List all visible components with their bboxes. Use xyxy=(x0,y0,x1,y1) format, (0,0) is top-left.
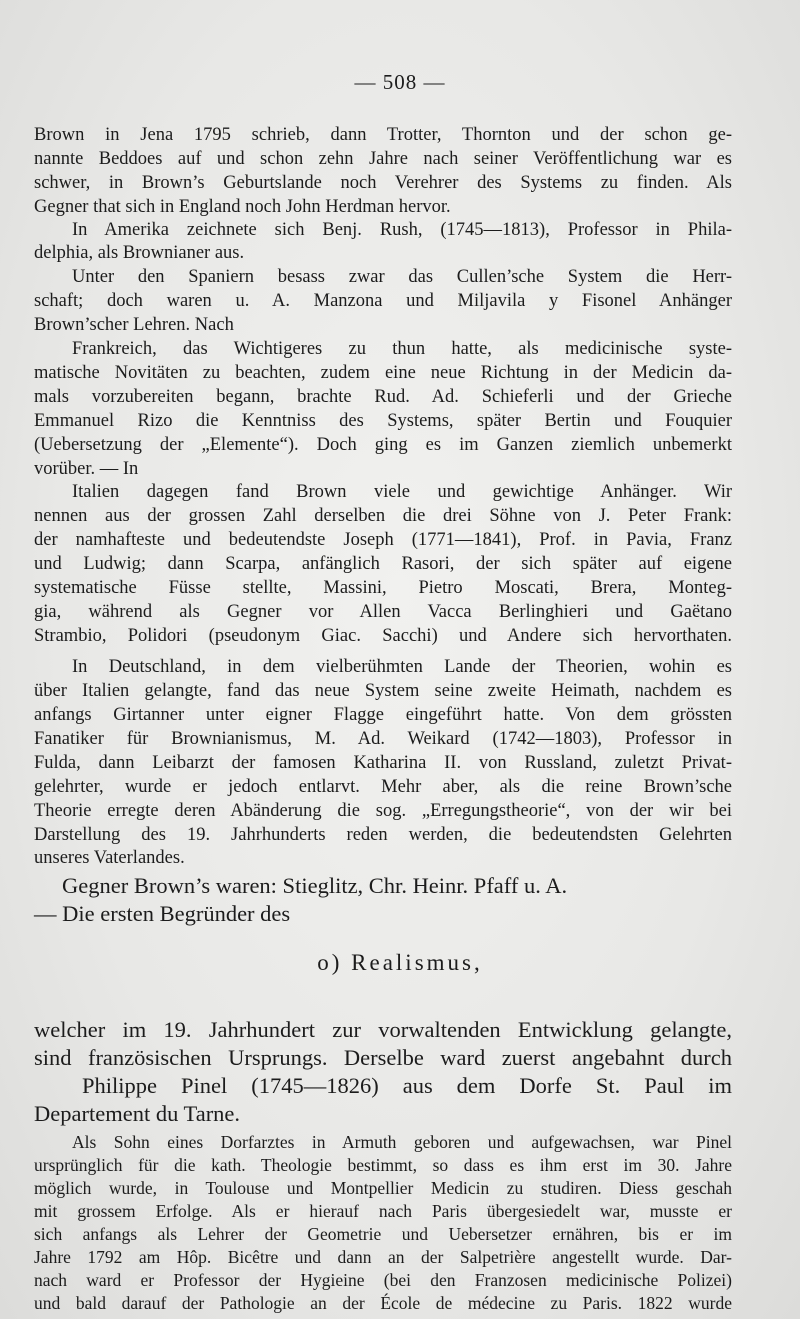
text-line: gelehrter, wurde er jedoch entlarvt. Mehr aber, als die reine Brown’sche xyxy=(34,777,732,797)
text-line: unseres Vaterlandes. xyxy=(34,848,185,868)
text-line: sich anfangs als Lehrer der Geometrie und Uebersetzer ernähren, bis er im xyxy=(34,1224,732,1244)
text-line: Jahre 1792 am Hôp. Bicêtre und dann an der Salpetrière angestellt wurde. Dar- xyxy=(34,1247,732,1267)
text-line: der namhafteste und bedeutendste Joseph (1771—1841), Prof. in Pavia, Franz xyxy=(34,530,732,550)
text-line: nannte Beddoes auf und schon zehn Jahre nach seiner Veröffentlichung war es xyxy=(34,149,732,169)
text-line: Darstellung des 19. Jahrhunderts reden werden, die bedeutendsten Gelehrten xyxy=(34,825,732,845)
page-number: — 508 — xyxy=(354,70,446,94)
text-line: delphia, als Brownianer aus. xyxy=(34,243,245,263)
text-line: nennen aus der grossen Zahl derselben die drei Söhne von J. Peter Frank: xyxy=(34,506,732,526)
text-line: schaft; doch waren u. A. Manzona und Miljavila y Fisonel Anhänger xyxy=(34,291,732,311)
text-line: Emmanuel Rizo die Kenntniss des Systems, später Bertin und Fouquier xyxy=(34,411,732,431)
text-line: — Die ersten Begründer des xyxy=(34,901,291,926)
text-line: Strambio, Polidori (pseudonym Giac. Sacchi) und Andere sich hervorthaten. xyxy=(34,626,732,646)
text-line: über Italien gelangte, fand das neue System seine zweite Heimath, nachdem es xyxy=(34,681,732,701)
text-line: vorüber. — In xyxy=(34,459,139,479)
text-line: und Ludwig; dann Scarpa, anfänglich Rasori, der sich später auf eigene xyxy=(34,554,732,574)
text-line: In Deutschland, in dem vielberühmten Lande der Theorien, wohin es xyxy=(72,657,732,677)
text-line: nach ward er Professor der Hygieine (bei den Franzosen medicinische Polizei) xyxy=(34,1270,732,1290)
text-line: Frankreich, das Wichtigeres zu thun hatte, als medicinische syste- xyxy=(72,339,732,359)
section-heading: o) Realismus, xyxy=(317,950,483,975)
text-line: In Amerika zeichnete sich Benj. Rush, (1745—1813), Professor in Phila- xyxy=(72,220,732,240)
text-line: mit grossem Erfolge. Als er hierauf nach Paris übergesiedelt war, musste er xyxy=(34,1201,732,1221)
text-line: Philippe Pinel (1745—1826) aus dem Dorfe St. Paul im xyxy=(82,1073,732,1098)
text-line: Italien dagegen fand Brown viele und gewichtige Anhänger. Wir xyxy=(72,482,732,502)
text-line: Unter den Spaniern besass zwar das Cullen’sche System die Herr- xyxy=(72,267,732,287)
text-line: systematische Füsse stellte, Massini, Pietro Moscati, Brera, Monteg- xyxy=(34,578,732,598)
text-line: Als Sohn eines Dorfarztes in Armuth geboren und aufgewachsen, war Pinel xyxy=(72,1132,732,1152)
text-line: und bald darauf der Pathologie an der École de médecine zu Paris. 1822 wurde xyxy=(34,1293,732,1313)
text-line: ursprünglich für die kath. Theologie bestimmt, so dass es ihm erst im 30. Jahre xyxy=(34,1155,732,1175)
text-line: anfangs Girtanner unter eigner Flagge eingeführt hatte. Von dem grössten xyxy=(34,705,732,725)
text-line: Brown in Jena 1795 schrieb, dann Trotter, Thornton und der schon ge- xyxy=(34,125,732,145)
text-line: Brown’scher Lehren. Nach xyxy=(34,315,234,335)
text-line: gia, während als Gegner vor Allen Vacca Berlinghieri und Gaëtano xyxy=(34,602,732,622)
text-line: (Uebersetzung der „Elemente“). Doch ging es im Ganzen ziemlich unbemerkt xyxy=(34,435,732,455)
text-line: schwer, in Brown’s Geburtslande noch Verehrer des Systems zu finden. Als xyxy=(34,173,732,193)
text-line: Theorie erregte deren Abänderung die sog. „Erregungstheorie“, von der wir bei xyxy=(34,801,732,821)
text-line: mals vorzubereiten begann, brachte Rud. Ad. Schieferli und der Grieche xyxy=(34,387,732,407)
text-line: Gegner Brown’s waren: Stieglitz, Chr. Heinr. Pfaff u. A. xyxy=(62,873,568,898)
text-line: sind französischen Ursprungs. Derselbe ward zuerst angebahnt durch xyxy=(34,1045,732,1070)
text-line: Gegner that sich in England noch John Herdman hervor. xyxy=(34,197,451,217)
text-line: welcher im 19. Jahrhundert zur vorwaltenden Entwicklung gelangte, xyxy=(34,1017,732,1042)
text-line: Departement du Tarne. xyxy=(34,1101,241,1126)
text-line: möglich wurde, in Toulouse und Montpellier Medicin zu studiren. Diess geschah xyxy=(34,1178,732,1198)
text-line: matische Novitäten zu beachten, zudem eine neue Richtung in der Medicin da- xyxy=(34,363,732,383)
text-line: Fanatiker für Brownianismus, M. Ad. Weikard (1742—1803), Professor in xyxy=(34,729,732,749)
text-line: Fulda, dann Leibarzt der famosen Katharina II. von Russland, zuletzt Privat- xyxy=(34,753,732,773)
